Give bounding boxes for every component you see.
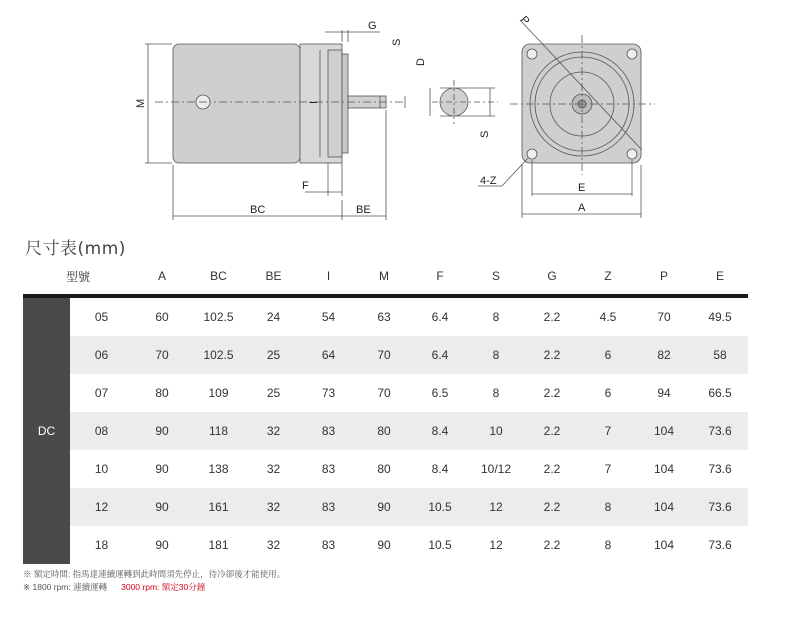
label-be: BE (356, 204, 371, 216)
note-rpm-rated: 3000 rpm: 額定30分鐘 (121, 582, 206, 592)
value-cell: 2.2 (524, 488, 580, 526)
group-label: DC (23, 296, 70, 564)
value-cell: 10.5 (428, 538, 452, 552)
value-cell: 102.5 (203, 310, 234, 324)
table-row (23, 296, 748, 336)
value-cell: 104 (636, 412, 692, 450)
value-cell: 94 (657, 386, 671, 400)
value-cell: 10/12 (481, 462, 512, 476)
value-cell: 6 (604, 386, 612, 400)
label-e: E (578, 182, 586, 194)
value-cell: 90 (133, 488, 191, 526)
value-cell: 102.5 (191, 336, 246, 374)
value-cell: 8.4 (412, 412, 468, 450)
value-cell: 6.5 (431, 386, 449, 400)
value-cell: 83 (301, 488, 356, 526)
value-cell: 8 (580, 488, 636, 526)
value-cell: 25 (246, 336, 301, 374)
table-row (23, 488, 748, 526)
motor-body (173, 44, 300, 163)
label-bc: BC (250, 204, 266, 216)
value-cell: 2.2 (543, 538, 561, 552)
model-cell: 06 (70, 336, 133, 374)
value-cell: 80 (155, 386, 169, 400)
model-cell: 12 (70, 488, 133, 526)
value-cell: 12 (468, 488, 524, 526)
value-cell: 82 (636, 336, 692, 374)
note-rated-time: ※ 額定時間: 指馬達連續運轉到此時間須先停止，待冷卻後才能使用。 (23, 569, 286, 579)
value-cell: 80 (356, 412, 412, 450)
value-cell: 90 (155, 462, 169, 476)
value-cell: 70 (133, 336, 191, 374)
model-cell: 18 (94, 538, 109, 552)
value-cell: 64 (301, 336, 356, 374)
table-body (23, 296, 748, 564)
label-p: P (517, 13, 532, 28)
value-cell: 83 (321, 538, 336, 552)
value-cell: 80 (377, 462, 391, 476)
value-cell: 4.5 (599, 310, 617, 324)
model-cell: 10 (94, 462, 109, 476)
value-cell: 10 (468, 412, 524, 450)
value-cell: 8 (604, 538, 612, 552)
header-z: Z (580, 258, 636, 296)
label-d: D (415, 58, 427, 66)
value-cell: 58 (692, 336, 748, 374)
value-cell: 73.6 (692, 488, 748, 526)
note-rpm-continuous: ※ 1800 rpm: 連續運轉 (23, 582, 108, 592)
model-cell: 08 (70, 412, 133, 450)
value-cell: 104 (654, 462, 675, 476)
note-rpm (23, 581, 285, 594)
value-cell: 73 (321, 386, 336, 400)
label-a: A (578, 202, 586, 214)
value-cell: 90 (356, 488, 412, 526)
value-cell: 2.2 (543, 462, 561, 476)
dimension-table (23, 258, 748, 564)
header-p: P (636, 258, 692, 296)
label-s-shaft: S (479, 130, 491, 138)
value-cell: 2.2 (543, 310, 561, 324)
value-cell: 8 (468, 336, 524, 374)
table-row (23, 374, 748, 412)
value-cell: 7 (580, 412, 636, 450)
value-cell: 83 (301, 412, 356, 450)
value-cell: 32 (266, 538, 281, 552)
value-cell: 83 (321, 462, 336, 476)
label-m: M (135, 98, 147, 108)
value-cell: 73.6 (708, 462, 732, 476)
motor-dimension-diagram (0, 0, 798, 232)
value-cell: 118 (191, 412, 246, 450)
value-cell: 32 (246, 488, 301, 526)
value-cell: 181 (208, 538, 229, 552)
header-g: G (524, 258, 580, 296)
value-cell: 2.2 (524, 336, 580, 374)
label-4z: 4-Z (480, 175, 497, 187)
header-bc: BC (191, 258, 246, 296)
label-f: F (302, 180, 309, 192)
value-cell: 32 (246, 412, 301, 450)
value-cell: 70 (657, 310, 671, 324)
value-cell: 73.6 (708, 538, 732, 552)
value-cell: 8 (492, 310, 500, 324)
value-cell: 12 (489, 538, 503, 552)
value-cell: 10.5 (412, 488, 468, 526)
value-cell: 73.6 (692, 412, 748, 450)
header-s: S (468, 258, 524, 296)
value-cell: 6.4 (412, 336, 468, 374)
section-title: 尺寸表(mm) (25, 239, 126, 259)
value-cell: 104 (636, 488, 692, 526)
model-cell: 07 (94, 386, 109, 400)
value-cell: 161 (191, 488, 246, 526)
model-cell: 05 (94, 310, 109, 324)
value-cell: 63 (377, 310, 391, 324)
value-cell: 70 (377, 386, 391, 400)
table-header (23, 258, 748, 296)
value-cell: 6.4 (431, 310, 449, 324)
value-cell: 90 (377, 538, 391, 552)
value-cell: 8.4 (431, 462, 449, 476)
value-cell: 138 (208, 462, 229, 476)
label-s-side: S (391, 38, 403, 46)
value-cell: 8 (492, 386, 500, 400)
value-cell: 25 (266, 386, 281, 400)
value-cell: 90 (133, 412, 191, 450)
value-cell: 66.5 (708, 386, 732, 400)
table-row (23, 450, 748, 488)
table-row (23, 526, 748, 564)
value-cell: 54 (321, 310, 336, 324)
value-cell: 7 (604, 462, 612, 476)
value-cell: 109 (208, 386, 229, 400)
value-cell: 6 (580, 336, 636, 374)
value-cell: 104 (654, 538, 675, 552)
header-be: BE (246, 258, 301, 296)
value-cell: 32 (266, 462, 281, 476)
header-e: E (692, 258, 748, 296)
label-i: I (308, 100, 320, 104)
header-f: F (412, 258, 468, 296)
value-cell: 2.2 (543, 386, 561, 400)
header-a: A (133, 258, 191, 296)
header-i: I (301, 258, 356, 296)
header-m: M (356, 258, 412, 296)
footnotes (23, 568, 285, 594)
header-model: 型號 (23, 258, 133, 296)
table-row (23, 412, 748, 450)
value-cell: 49.5 (708, 310, 732, 324)
value-cell: 90 (155, 538, 169, 552)
value-cell: 24 (266, 310, 281, 324)
table-row (23, 336, 748, 374)
value-cell: 2.2 (524, 412, 580, 450)
label-g: G (368, 20, 377, 32)
value-cell: 70 (356, 336, 412, 374)
value-cell: 60 (155, 310, 169, 324)
